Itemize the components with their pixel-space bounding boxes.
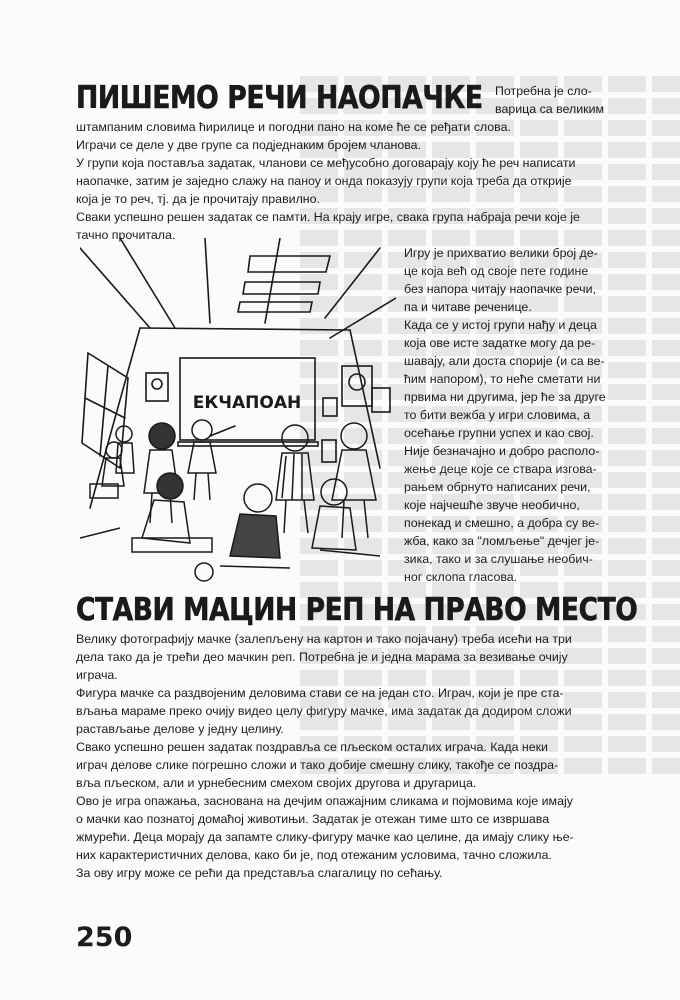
column-line: Када се у истој групи нађу и деца: [404, 318, 597, 332]
column-line: па и читаве реченице.: [404, 300, 532, 314]
page-number: 250: [76, 922, 133, 953]
column-line: жба, како за "ломљење" дечјег је-: [404, 534, 600, 548]
column-line: рањем обрнуто написаних речи,: [404, 480, 591, 494]
column-line: без напора читају наопачке речи,: [404, 282, 596, 296]
column-line: то бити вежба у игри словима, а: [404, 408, 591, 422]
text-line: Ово је игра опажања, заснована на дечјим опажајним сликама и појмовима које имају: [76, 794, 573, 808]
intro-line: варица са великим: [495, 102, 605, 116]
column-line: Игру је прихватио велики број де-: [404, 246, 598, 260]
text-line: Играчи се деле у две групе са подједнаким бројем чланова.: [76, 138, 422, 152]
text-line: дела тако да је трећи део мачкин реп. Потребна је и једна марама за везивање очију: [76, 650, 568, 664]
text-line: жмурећи. Деца морају да запамте слику-фигуру мачке као целине, да имају слику ње-: [76, 830, 574, 844]
text-line: вља пљеском, али и урнебесним смехом својих другова и другарица.: [76, 776, 477, 790]
text-line: која је то реч, тј. да је прочитају правилно.: [76, 192, 320, 206]
column-line: ћим напором), то неће сметати ни: [404, 372, 601, 386]
column-line: која ове исте задатке могу да ре-: [404, 336, 596, 350]
column-line: зика, тако и за слушање необич-: [404, 552, 593, 566]
text-line: играча.: [76, 668, 118, 682]
text-line: играч делове слике погрешно сложи и тако добије смешну слику, такође се поздра-: [76, 758, 559, 772]
text-line: Велику фотографију мачке (залепљену на картон и тако појачану) треба исећи на три: [76, 632, 572, 646]
column-line: које најчешће звуче необично,: [404, 498, 580, 512]
column-line: осећање групни успех и као свој.: [404, 426, 594, 440]
column-line: првима ни другима, јер ће за друге: [404, 390, 606, 404]
classroom-illustration: [80, 238, 396, 582]
text-line: них карактеристичних делова, како би је, под отежаним условима, тачно сложила.: [76, 848, 552, 862]
text-line: штампаним словима ћирилице и погодни пано на коме ће се ређати слова.: [76, 120, 511, 134]
text-line: Свако успешно решен задатак поздравља се пљеском осталих играча. Када неки: [76, 740, 548, 754]
text-line: о мачки као познатој домаћој животињи. Задатак је отежан тиме што се извршава: [76, 812, 550, 826]
text-line: растављање делове у једну целину.: [76, 722, 284, 736]
column-line: жење деце које се ствара изгова-: [404, 462, 597, 476]
text-line: Фигура мачке са раздвојеним деловима стави се на један сто. Играч, који је пре ста-: [76, 686, 564, 700]
text-line: тачно прочитала.: [76, 228, 176, 242]
section-title: СТАВИ МАЦИН РЕП НА ПРАВО МЕСТО: [76, 592, 638, 628]
text-line: За ову игру може се рећи да представља слагалицу по сећању.: [76, 866, 443, 880]
text-line: Сваки успешно решен задатак се памти. На крају игре, свака група набраја речи које је: [76, 210, 580, 224]
column-line: це која већ од своје пете године: [404, 264, 589, 278]
text-line: наопачке, затим је заједно слажу на паноу и онда показују групи која треба да открије: [76, 174, 572, 188]
text-line: вљања мараме преко очију видео целу фигуру мачке, има задатак да додиром сложи: [76, 704, 572, 718]
intro-line: Потребна је сло-: [495, 84, 592, 98]
section-title: ПИШЕМО РЕЧИ НАОПАЧКЕ: [76, 80, 483, 116]
column-line: понекад и смешно, а добра су ве-: [404, 516, 600, 530]
blackboard-text: ЕКЧАПОАН: [192, 393, 302, 413]
text-line: У групи која поставља задатак, чланови се међусобно договарају коју ће реч написати: [76, 156, 576, 170]
column-line: Није безначајно и добро располо-: [404, 444, 600, 458]
column-line: шавају, али доста спорије (и са ве-: [404, 354, 605, 368]
column-line: ног склопа гласова.: [404, 570, 518, 584]
